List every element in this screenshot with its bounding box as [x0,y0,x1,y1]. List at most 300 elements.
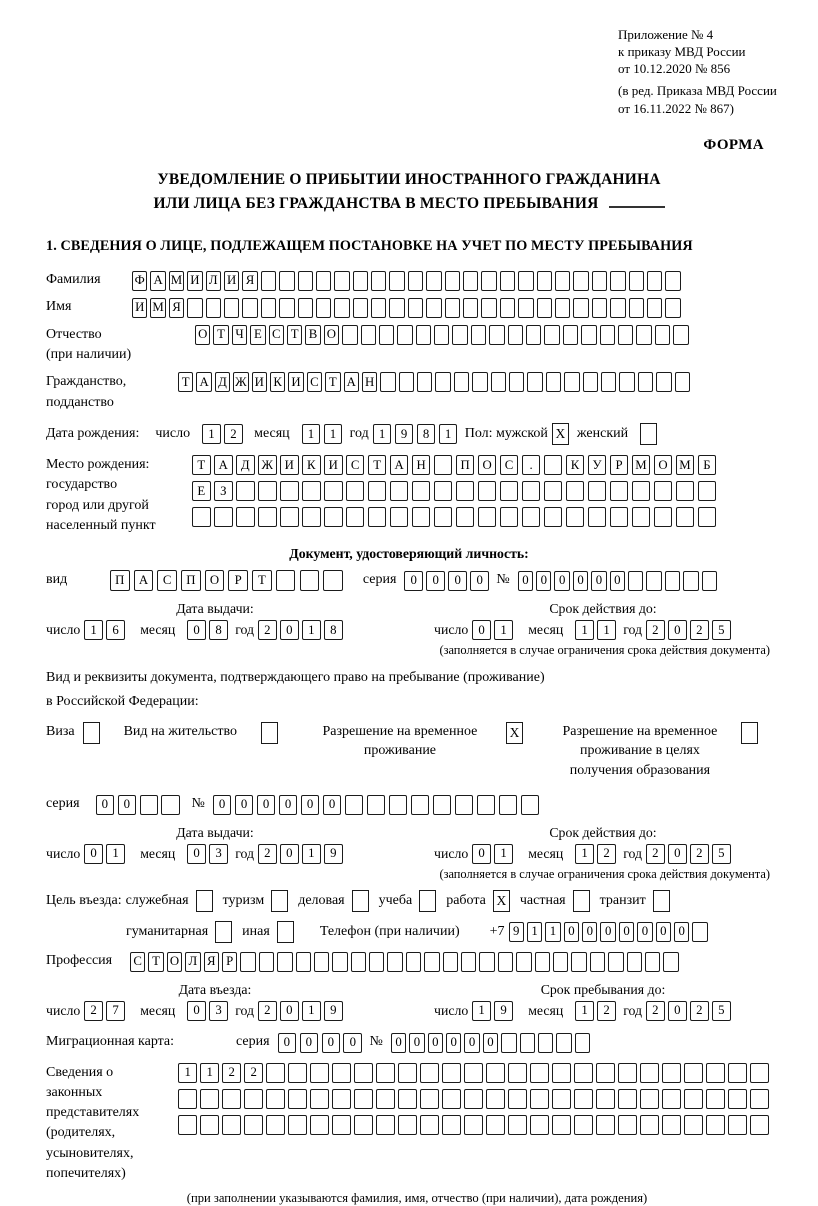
char-cell[interactable]: Б [698,455,717,475]
char-cell[interactable] [368,507,387,527]
char-cell[interactable]: А [390,455,409,475]
char-cell[interactable]: 1 [575,1001,594,1021]
char-cell[interactable] [445,271,460,291]
char-cell[interactable] [412,507,431,527]
char-cell[interactable]: 2 [222,1063,241,1083]
char-cell[interactable] [479,952,494,972]
char-cell[interactable]: 2 [646,620,665,640]
char-cell[interactable] [618,325,633,345]
char-cell[interactable]: 0 [301,795,320,815]
char-cell[interactable]: 2 [690,1001,709,1021]
char-cell[interactable]: 0 [343,1033,362,1053]
char-cell[interactable] [673,325,688,345]
char-cell[interactable] [300,570,320,591]
char-cell[interactable] [500,507,519,527]
char-cell[interactable] [647,271,662,291]
char-cell[interactable] [390,507,409,527]
char-cell[interactable] [632,481,651,501]
char-cell[interactable]: М [169,271,184,291]
char-cell[interactable] [244,1089,263,1109]
char-cell[interactable]: И [288,372,303,392]
char-cell[interactable] [324,507,343,527]
char-cell[interactable] [296,952,311,972]
char-cell[interactable] [236,481,255,501]
char-cell[interactable] [627,952,642,972]
char-cell[interactable] [342,325,357,345]
char-cell[interactable] [684,1115,703,1135]
char-cell[interactable]: И [132,298,147,318]
char-cell[interactable] [508,1063,527,1083]
char-cell[interactable]: Т [287,325,302,345]
char-cell[interactable] [521,795,540,815]
char-cell[interactable] [471,325,486,345]
char-cell[interactable] [665,271,680,291]
char-cell[interactable] [236,507,255,527]
char-cell[interactable] [298,298,313,318]
char-cell[interactable] [280,481,299,501]
char-cell[interactable]: Р [222,952,237,972]
char-cell[interactable] [575,1033,590,1053]
char-cell[interactable] [397,325,412,345]
char-cell[interactable] [353,271,368,291]
char-cell[interactable] [665,298,680,318]
char-cell[interactable] [544,455,563,475]
char-cell[interactable]: Ч [232,325,247,345]
char-cell[interactable]: 1 [302,844,321,864]
char-cell[interactable] [332,1115,351,1135]
char-cell[interactable]: Ж [258,455,277,475]
char-cell[interactable] [310,1115,329,1135]
char-cell[interactable] [376,1115,395,1135]
char-cell[interactable]: 0 [668,844,687,864]
char-cell[interactable]: О [195,325,210,345]
char-cell[interactable]: 2 [258,1001,277,1021]
char-cell[interactable] [676,481,695,501]
char-cell[interactable] [416,325,431,345]
char-cell[interactable] [332,1089,351,1109]
char-cell[interactable]: 0 [582,922,597,942]
char-cell[interactable]: 1 [373,424,392,444]
char-cell[interactable] [592,298,607,318]
char-cell[interactable]: 0 [426,571,445,591]
char-cell[interactable]: 0 [323,795,342,815]
char-cell[interactable] [610,298,625,318]
char-cell[interactable]: 1 [202,424,221,444]
char-cell[interactable] [332,1063,351,1083]
char-cell[interactable] [376,1089,395,1109]
char-cell[interactable] [463,298,478,318]
sex-male-checkbox[interactable]: X [552,423,569,445]
char-cell[interactable] [590,952,605,972]
purpose-official-checkbox[interactable] [196,890,213,912]
char-cell[interactable] [596,1063,615,1083]
char-cell[interactable]: Л [185,952,200,972]
char-cell[interactable]: 6 [106,620,125,640]
char-cell[interactable]: 1 [597,620,616,640]
char-cell[interactable] [546,372,561,392]
char-cell[interactable] [706,1063,725,1083]
char-cell[interactable] [240,952,255,972]
char-cell[interactable] [354,1115,373,1135]
char-cell[interactable]: О [167,952,182,972]
char-cell[interactable] [563,325,578,345]
char-cell[interactable] [445,298,460,318]
char-cell[interactable] [553,952,568,972]
char-cell[interactable] [566,507,585,527]
char-cell[interactable] [178,1115,197,1135]
char-cell[interactable]: 0 [235,795,254,815]
temp-residence-edu-checkbox[interactable] [741,722,758,744]
char-cell[interactable] [354,1089,373,1109]
char-cell[interactable]: 9 [494,1001,513,1021]
char-cell[interactable] [224,298,239,318]
char-cell[interactable] [522,481,541,501]
char-cell[interactable] [564,372,579,392]
char-cell[interactable]: 0 [187,844,206,864]
char-cell[interactable] [573,271,588,291]
char-cell[interactable] [698,481,717,501]
char-cell[interactable] [556,1033,571,1053]
char-cell[interactable] [478,481,497,501]
char-cell[interactable] [332,952,347,972]
char-cell[interactable] [574,1063,593,1083]
purpose-transit-checkbox[interactable] [653,890,670,912]
char-cell[interactable] [398,1089,417,1109]
char-cell[interactable]: А [196,372,211,392]
char-cell[interactable]: Н [412,455,431,475]
char-cell[interactable]: А [134,570,154,591]
char-cell[interactable]: 0 [656,922,671,942]
char-cell[interactable] [676,507,695,527]
char-cell[interactable] [596,1115,615,1135]
char-cell[interactable]: Л [206,271,221,291]
char-cell[interactable]: Н [362,372,377,392]
char-cell[interactable] [323,570,343,591]
char-cell[interactable] [501,1033,516,1053]
char-cell[interactable]: Е [192,481,211,501]
char-cell[interactable] [346,481,365,501]
char-cell[interactable]: 0 [280,844,299,864]
char-cell[interactable]: 3 [209,1001,228,1021]
char-cell[interactable] [424,952,439,972]
char-cell[interactable]: 1 [178,1063,197,1083]
char-cell[interactable] [530,1115,549,1135]
char-cell[interactable]: О [205,570,225,591]
char-cell[interactable] [302,481,321,501]
char-cell[interactable]: 5 [712,1001,731,1021]
char-cell[interactable]: 2 [258,620,277,640]
char-cell[interactable] [472,372,487,392]
char-cell[interactable]: 0 [470,571,489,591]
char-cell[interactable] [399,372,414,392]
char-cell[interactable]: 1 [302,620,321,640]
char-cell[interactable] [610,271,625,291]
char-cell[interactable]: А [344,372,359,392]
char-cell[interactable]: 3 [209,844,228,864]
char-cell[interactable] [662,1115,681,1135]
temp-residence-checkbox[interactable]: X [506,722,523,744]
char-cell[interactable] [619,372,634,392]
purpose-tourism-checkbox[interactable] [271,890,288,912]
char-cell[interactable]: 1 [545,922,560,942]
char-cell[interactable] [640,1115,659,1135]
char-cell[interactable]: 1 [302,424,321,444]
char-cell[interactable] [389,795,408,815]
char-cell[interactable] [573,298,588,318]
char-cell[interactable] [662,1089,681,1109]
char-cell[interactable] [288,1063,307,1083]
char-cell[interactable] [566,481,585,501]
char-cell[interactable] [361,325,376,345]
char-cell[interactable]: Р [610,455,629,475]
char-cell[interactable]: К [302,455,321,475]
char-cell[interactable]: 1 [439,424,458,444]
char-cell[interactable] [464,1089,483,1109]
char-cell[interactable]: 0 [472,620,491,640]
char-cell[interactable] [683,571,698,591]
char-cell[interactable] [280,507,299,527]
char-cell[interactable]: 1 [575,620,594,640]
char-cell[interactable] [288,1115,307,1135]
char-cell[interactable] [276,570,296,591]
char-cell[interactable] [316,271,331,291]
char-cell[interactable] [538,1033,553,1053]
char-cell[interactable] [258,507,277,527]
char-cell[interactable]: 7 [106,1001,125,1021]
char-cell[interactable]: А [150,271,165,291]
char-cell[interactable]: 9 [509,922,524,942]
char-cell[interactable] [376,1063,395,1083]
char-cell[interactable] [214,507,233,527]
char-cell[interactable] [527,372,542,392]
char-cell[interactable]: 0 [391,1033,406,1053]
char-cell[interactable] [610,481,629,501]
char-cell[interactable] [420,1063,439,1083]
char-cell[interactable] [500,481,519,501]
char-cell[interactable] [161,795,180,815]
char-cell[interactable]: М [632,455,651,475]
char-cell[interactable] [314,952,329,972]
char-cell[interactable]: М [150,298,165,318]
char-cell[interactable] [692,922,707,942]
char-cell[interactable]: И [280,455,299,475]
char-cell[interactable] [417,372,432,392]
char-cell[interactable] [702,571,717,591]
char-cell[interactable]: 0 [278,1033,297,1053]
char-cell[interactable] [544,325,559,345]
char-cell[interactable] [334,271,349,291]
char-cell[interactable]: 2 [646,844,665,864]
char-cell[interactable]: 9 [324,844,343,864]
char-cell[interactable]: Р [228,570,248,591]
char-cell[interactable] [380,372,395,392]
char-cell[interactable] [310,1089,329,1109]
char-cell[interactable]: 2 [646,1001,665,1021]
char-cell[interactable]: О [478,455,497,475]
char-cell[interactable] [588,507,607,527]
char-cell[interactable] [178,1089,197,1109]
char-cell[interactable] [464,1063,483,1083]
purpose-other-checkbox[interactable] [277,921,294,943]
char-cell[interactable]: А [214,455,233,475]
char-cell[interactable]: 0 [600,922,615,942]
char-cell[interactable] [279,271,294,291]
char-cell[interactable] [200,1089,219,1109]
char-cell[interactable]: 0 [213,795,232,815]
residence-permit-checkbox[interactable] [261,722,278,744]
char-cell[interactable]: К [566,455,585,475]
char-cell[interactable] [464,1115,483,1135]
char-cell[interactable] [500,298,515,318]
char-cell[interactable]: Т [178,372,193,392]
char-cell[interactable] [491,372,506,392]
char-cell[interactable] [537,271,552,291]
char-cell[interactable] [353,298,368,318]
char-cell[interactable] [520,1033,535,1053]
char-cell[interactable] [684,1089,703,1109]
char-cell[interactable] [266,1115,285,1135]
char-cell[interactable] [750,1115,769,1135]
char-cell[interactable] [398,1115,417,1135]
char-cell[interactable] [452,325,467,345]
char-cell[interactable] [486,1089,505,1109]
char-cell[interactable]: 5 [712,844,731,864]
char-cell[interactable]: 0 [464,1033,479,1053]
char-cell[interactable] [544,507,563,527]
char-cell[interactable] [552,1089,571,1109]
char-cell[interactable] [498,952,513,972]
char-cell[interactable] [442,1089,461,1109]
char-cell[interactable]: 0 [448,571,467,591]
char-cell[interactable]: У [588,455,607,475]
char-cell[interactable] [368,481,387,501]
char-cell[interactable] [592,271,607,291]
char-cell[interactable] [600,325,615,345]
char-cell[interactable] [665,571,680,591]
char-cell[interactable]: Ф [132,271,147,291]
char-cell[interactable]: Ж [233,372,248,392]
char-cell[interactable] [279,298,294,318]
char-cell[interactable] [481,298,496,318]
char-cell[interactable] [522,507,541,527]
char-cell[interactable] [662,1063,681,1083]
char-cell[interactable] [684,1063,703,1083]
char-cell[interactable] [535,952,550,972]
char-cell[interactable] [266,1089,285,1109]
char-cell[interactable] [486,1063,505,1083]
char-cell[interactable]: 2 [224,424,243,444]
char-cell[interactable]: 0 [472,844,491,864]
char-cell[interactable] [544,481,563,501]
purpose-humanitarian-checkbox[interactable] [215,921,232,943]
char-cell[interactable] [632,507,651,527]
char-cell[interactable] [187,298,202,318]
char-cell[interactable]: 8 [417,424,436,444]
char-cell[interactable] [518,298,533,318]
char-cell[interactable] [387,952,402,972]
char-cell[interactable] [140,795,159,815]
char-cell[interactable]: 0 [668,1001,687,1021]
char-cell[interactable] [345,795,364,815]
char-cell[interactable]: 1 [575,844,594,864]
char-cell[interactable] [478,507,497,527]
char-cell[interactable]: С [346,455,365,475]
char-cell[interactable]: 0 [300,1033,319,1053]
char-cell[interactable]: 0 [118,795,137,815]
char-cell[interactable]: . [522,455,541,475]
char-cell[interactable]: 1 [494,620,513,640]
char-cell[interactable] [509,372,524,392]
char-cell[interactable]: 1 [106,844,125,864]
char-cell[interactable] [371,298,386,318]
char-cell[interactable] [655,325,670,345]
char-cell[interactable]: 0 [257,795,276,815]
char-cell[interactable]: 0 [280,620,299,640]
char-cell[interactable]: 0 [322,1033,341,1053]
char-cell[interactable]: П [110,570,130,591]
char-cell[interactable] [646,571,661,591]
char-cell[interactable] [310,1063,329,1083]
char-cell[interactable]: 0 [187,620,206,640]
char-cell[interactable]: 1 [200,1063,219,1083]
char-cell[interactable]: Т [148,952,163,972]
char-cell[interactable] [654,481,673,501]
char-cell[interactable]: В [305,325,320,345]
char-cell[interactable] [518,271,533,291]
char-cell[interactable]: 2 [84,1001,103,1021]
char-cell[interactable] [489,325,504,345]
char-cell[interactable] [601,372,616,392]
char-cell[interactable] [316,298,331,318]
char-cell[interactable] [261,271,276,291]
char-cell[interactable]: 0 [187,1001,206,1021]
char-cell[interactable] [277,952,292,972]
char-cell[interactable] [728,1089,747,1109]
char-cell[interactable] [222,1089,241,1109]
char-cell[interactable] [596,1089,615,1109]
char-cell[interactable] [244,1115,263,1135]
char-cell[interactable] [346,507,365,527]
char-cell[interactable] [369,952,384,972]
char-cell[interactable] [443,952,458,972]
purpose-work-checkbox[interactable]: X [493,890,510,912]
char-cell[interactable] [706,1089,725,1109]
char-cell[interactable] [433,795,452,815]
char-cell[interactable]: 5 [712,620,731,640]
char-cell[interactable]: 0 [409,1033,424,1053]
char-cell[interactable]: 0 [428,1033,443,1053]
char-cell[interactable]: 0 [554,571,569,591]
char-cell[interactable]: 2 [258,844,277,864]
char-cell[interactable]: 1 [324,424,343,444]
char-cell[interactable] [455,795,474,815]
char-cell[interactable]: И [187,271,202,291]
char-cell[interactable] [463,271,478,291]
char-cell[interactable] [192,507,211,527]
char-cell[interactable] [379,325,394,345]
char-cell[interactable]: 0 [610,571,625,591]
char-cell[interactable]: 0 [279,795,298,815]
char-cell[interactable]: 0 [591,571,606,591]
char-cell[interactable] [663,952,678,972]
char-cell[interactable]: 9 [324,1001,343,1021]
char-cell[interactable]: 8 [324,620,343,640]
char-cell[interactable]: 1 [527,922,542,942]
char-cell[interactable] [640,1063,659,1083]
char-cell[interactable]: Т [325,372,340,392]
char-cell[interactable] [477,795,496,815]
char-cell[interactable] [647,298,662,318]
